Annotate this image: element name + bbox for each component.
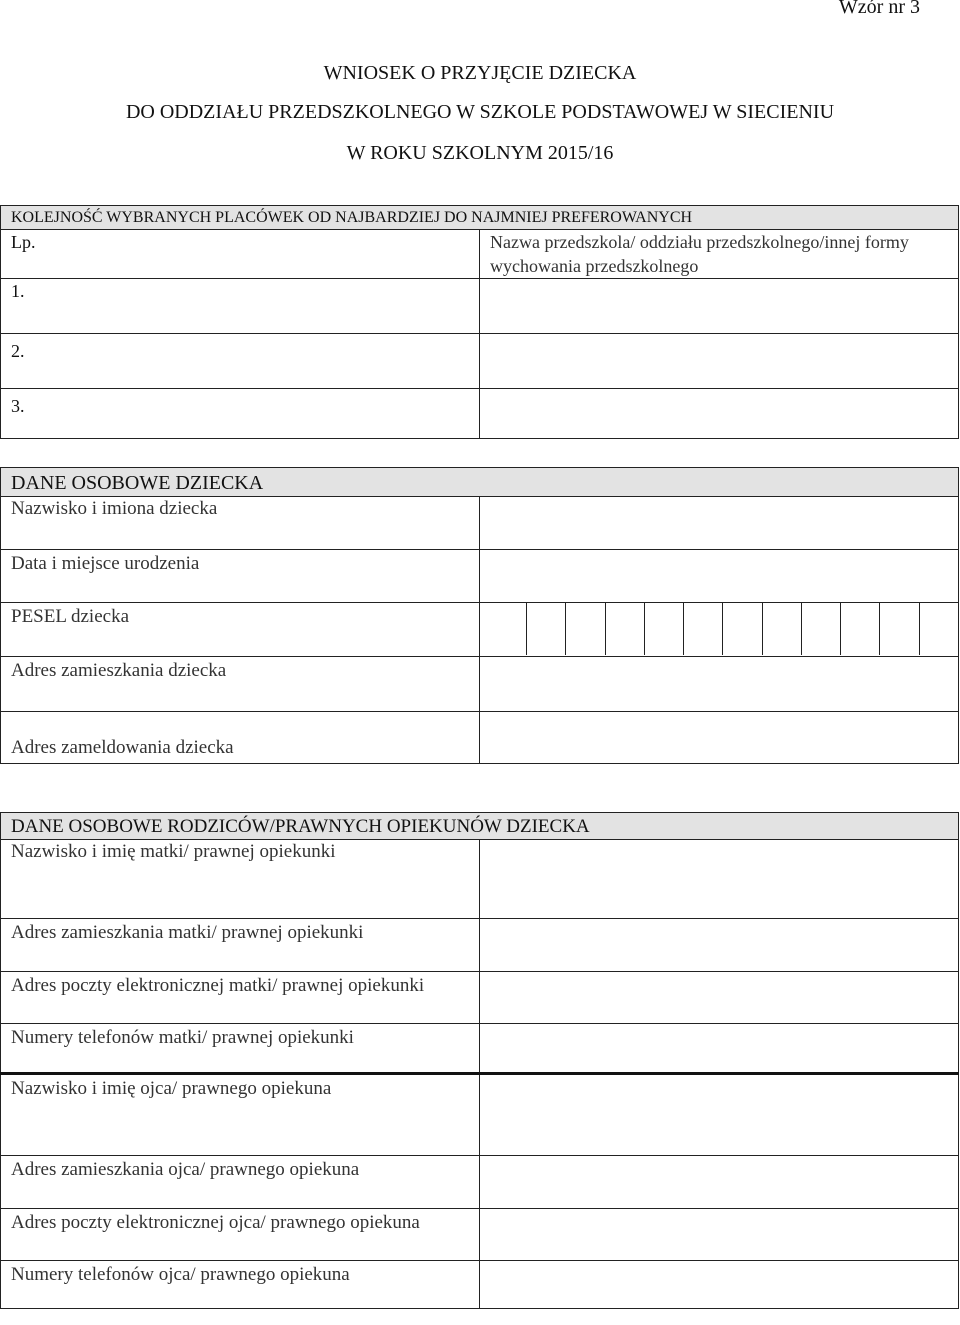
pesel-digit-box[interactable] (526, 603, 565, 655)
form-title-line-1: WNIOSEK O PRZYJĘCIE DZIECKA (323, 62, 637, 84)
preference-row-number: 1. (1, 279, 480, 334)
father-name-label: Nazwisko i imię ojca/ prawnego opiekuna (1, 1074, 480, 1156)
column-lp: Lp. (1, 230, 480, 279)
father-email-field[interactable] (480, 1209, 959, 1261)
mother-address-field[interactable] (480, 919, 959, 972)
mother-email-field[interactable] (480, 972, 959, 1024)
child-residence-label: Adres zamieszkania dziecka (1, 657, 480, 712)
mother-phone-label: Numery telefonów matki/ prawnej opiekunki (1, 1024, 480, 1074)
child-registered-field[interactable] (480, 712, 959, 764)
form-number: Wzór nr 3 (838, 0, 920, 18)
child-data-table (0, 467, 959, 764)
preference-row-number: 3. (1, 389, 480, 439)
mother-phone-field[interactable] (480, 1024, 959, 1074)
pesel-digit-box[interactable] (605, 603, 644, 655)
pesel-digit-box[interactable] (762, 603, 801, 655)
father-address-field[interactable] (480, 1156, 959, 1209)
preference-input-1[interactable] (480, 279, 959, 334)
child-data-heading: DANE OSOBOWE DZIECKA (1, 468, 959, 497)
pesel-boxes[interactable] (480, 603, 959, 657)
child-birth-field[interactable] (480, 550, 959, 603)
preferences-table (0, 205, 959, 439)
child-registered-label: Adres zameldowania dziecka (1, 712, 480, 764)
mother-address-label: Adres zamieszkania matki/ prawnej opiekunki (1, 919, 480, 972)
preferences-heading: KOLEJNOŚĆ WYBRANYCH PLACÓWEK OD NAJBARDZIEJ DO NAJMNIEJ PREFEROWANYCH (1, 206, 959, 230)
preference-input-2[interactable] (480, 334, 959, 389)
preference-input-3[interactable] (480, 389, 959, 439)
form-title-line-2: DO ODDZIAŁU PRZEDSZKOLNEGO W SZKOLE PODSTAWOWEJ W SIECIENIU (125, 101, 835, 123)
column-institution-name: Nazwa przedszkola/ oddziału przedszkolnego/innej formy wychowania przedszkolnego (480, 230, 959, 279)
child-pesel-label: PESEL dziecka (1, 603, 480, 657)
child-name-label: Nazwisko i imiona dziecka (1, 497, 480, 550)
father-phone-field[interactable] (480, 1261, 959, 1309)
pesel-digit-box[interactable] (919, 603, 958, 655)
father-name-field[interactable] (480, 1074, 959, 1156)
form-title-line-3: W ROKU SZKOLNYM 2015/16 (346, 142, 614, 164)
parents-data-heading: DANE OSOBOWE RODZICÓW/PRAWNYCH OPIEKUNÓW DZIECKA (1, 813, 959, 840)
child-birth-label: Data i miejsce urodzenia (1, 550, 480, 603)
child-residence-field[interactable] (480, 657, 959, 712)
preference-row-number: 2. (1, 334, 480, 389)
father-address-label: Adres zamieszkania ojca/ prawnego opiekuna (1, 1156, 480, 1209)
pesel-digit-box[interactable] (722, 603, 761, 655)
mother-name-field[interactable] (480, 840, 959, 919)
pesel-digit-row (480, 603, 958, 655)
pesel-digit-box[interactable] (801, 603, 840, 655)
pesel-digit-box[interactable] (683, 603, 722, 655)
pesel-digit-box[interactable] (565, 603, 604, 655)
pesel-digit-box[interactable] (879, 603, 918, 655)
father-phone-label: Numery telefonów ojca/ prawnego opiekuna (1, 1261, 480, 1309)
child-name-field[interactable] (480, 497, 959, 550)
pesel-digit-box[interactable] (840, 603, 879, 655)
father-email-label: Adres poczty elektronicznej ojca/ prawnego opiekuna (1, 1209, 480, 1261)
pesel-digit-box[interactable] (644, 603, 683, 655)
pesel-spacer (480, 603, 526, 655)
parents-data-table (0, 812, 959, 1309)
mother-email-label: Adres poczty elektronicznej matki/ prawnej opiekunki (1, 972, 480, 1024)
mother-name-label: Nazwisko i imię matki/ prawnej opiekunki (1, 840, 480, 919)
